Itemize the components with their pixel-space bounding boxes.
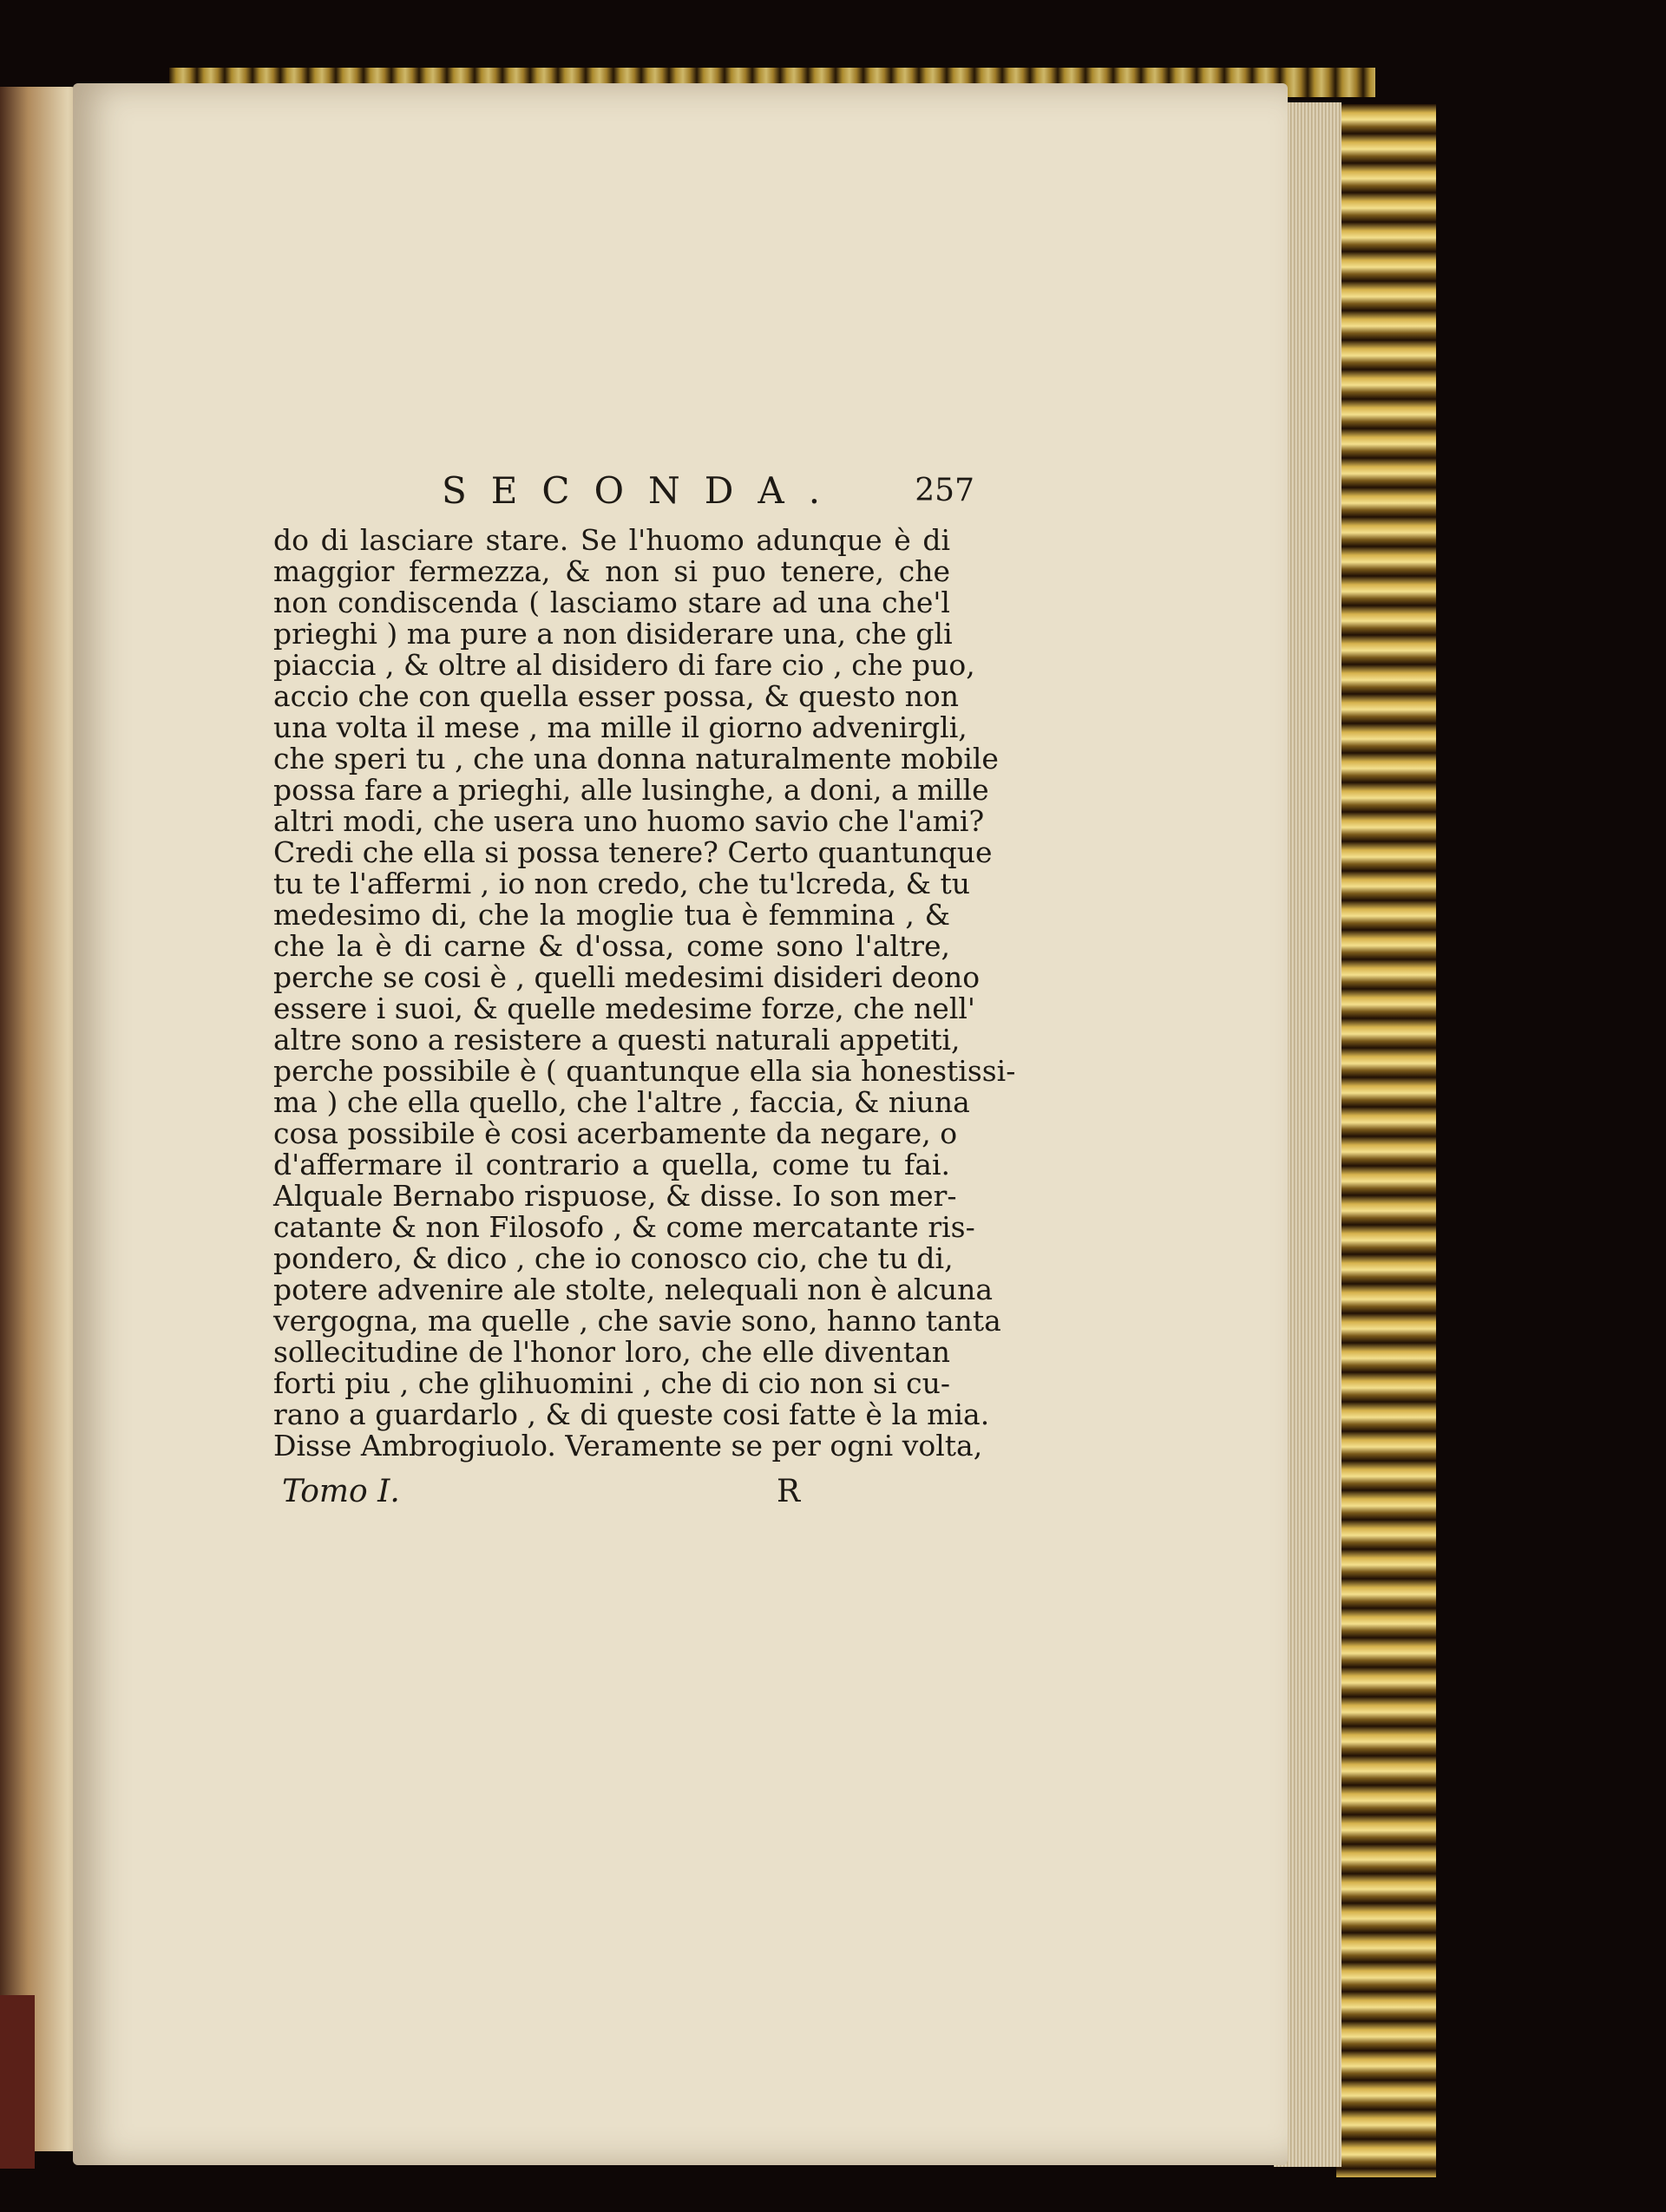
text-line: Credi che ella si possa tenere? Certo quantunque [273, 835, 993, 869]
text-line: che la è di carne & d'ossa, come sono l'altre, [273, 929, 950, 963]
volume-label: Tomo I. [282, 1474, 400, 1509]
text-line: Alquale Bernabo rispuose, & disse. Io son mer- [273, 1179, 957, 1213]
text-line: medesimo di, che la moglie tua è femmina , & [273, 898, 950, 932]
text-line: catante & non Filosofo , & come mercatante ris- [273, 1210, 975, 1244]
text-line: piaccia , & oltre al disidero di fare cio , che puo, [273, 648, 975, 682]
text-line: essere i suoi, & quelle medesime forze, che nell' [273, 991, 975, 1025]
binding-edge [0, 1995, 35, 2169]
text-line: che speri tu , che una donna naturalmente mobile [273, 742, 999, 776]
text-line: perche se cosi è , quelli medesimi disideri deono [273, 960, 981, 994]
text-line: d'affermare il contrario a quella, come tu fai. [273, 1148, 950, 1181]
text-line: forti piu , che glihuomini , che di cio non si cu- [273, 1366, 950, 1400]
text-line: cosa possibile è cosi acerbamente da negare, o [273, 1116, 958, 1150]
text-line: pondero, & dico , che io conosco cio, che tu di, [273, 1241, 954, 1275]
text-line: potere advenire ale stolte, nelequali non è alcuna [273, 1273, 994, 1306]
text-line: vergogna, ma quelle , che savie sono, hanno tanta [273, 1304, 1001, 1338]
text-line: possa fare a prieghi, alle lusinghe, a doni, a mille [273, 773, 989, 807]
text-line: rano a guardarlo , & di queste cosi fatte è la mia. [273, 1397, 990, 1431]
running-head-title: SECONDA. [442, 469, 845, 512]
text-line: non condiscenda ( lasciamo stare ad una che'l [273, 586, 950, 619]
facing-page-edge [0, 87, 80, 2151]
text-line: altri modi, che usera uno huomo savio che l'ami? [273, 804, 985, 838]
text-line: sollecitudine de l'honor loro, che elle diventan [273, 1335, 950, 1369]
page-number: 257 [915, 473, 974, 508]
text-line: perche possibile è ( quantunque ella sia honestissi- [273, 1054, 1016, 1088]
body-text [273, 523, 1016, 1463]
page-footer [273, 1470, 950, 1514]
text-line: una volta il mese , ma mille il giorno advenirgli, [273, 710, 967, 744]
text-line: tu te l'affermi , io non credo, che tu'lcreda, & tu [273, 867, 971, 900]
text-block [273, 464, 1016, 1514]
gilt-fore-edge [1336, 104, 1436, 2177]
text-line: ma ) che ella quello, che l'altre , faccia, & niuna [273, 1085, 970, 1119]
text-line: altre sono a resistere a questi naturali appetiti, [273, 1023, 961, 1057]
text-line: do di lasciare stare. Se l'huomo adunque è di [273, 523, 950, 557]
text-line: maggior fermezza, & non si puo tenere, che [273, 554, 950, 588]
text-line: Disse Ambrogiuolo. Veramente se per ogni volta, [273, 1429, 983, 1463]
running-head [273, 464, 974, 512]
signature-mark: R [777, 1474, 801, 1509]
text-line: prieghi ) ma pure a non disiderare una, che gli [273, 617, 953, 651]
text-line: accio che con quella esser possa, & questo non [273, 679, 959, 713]
